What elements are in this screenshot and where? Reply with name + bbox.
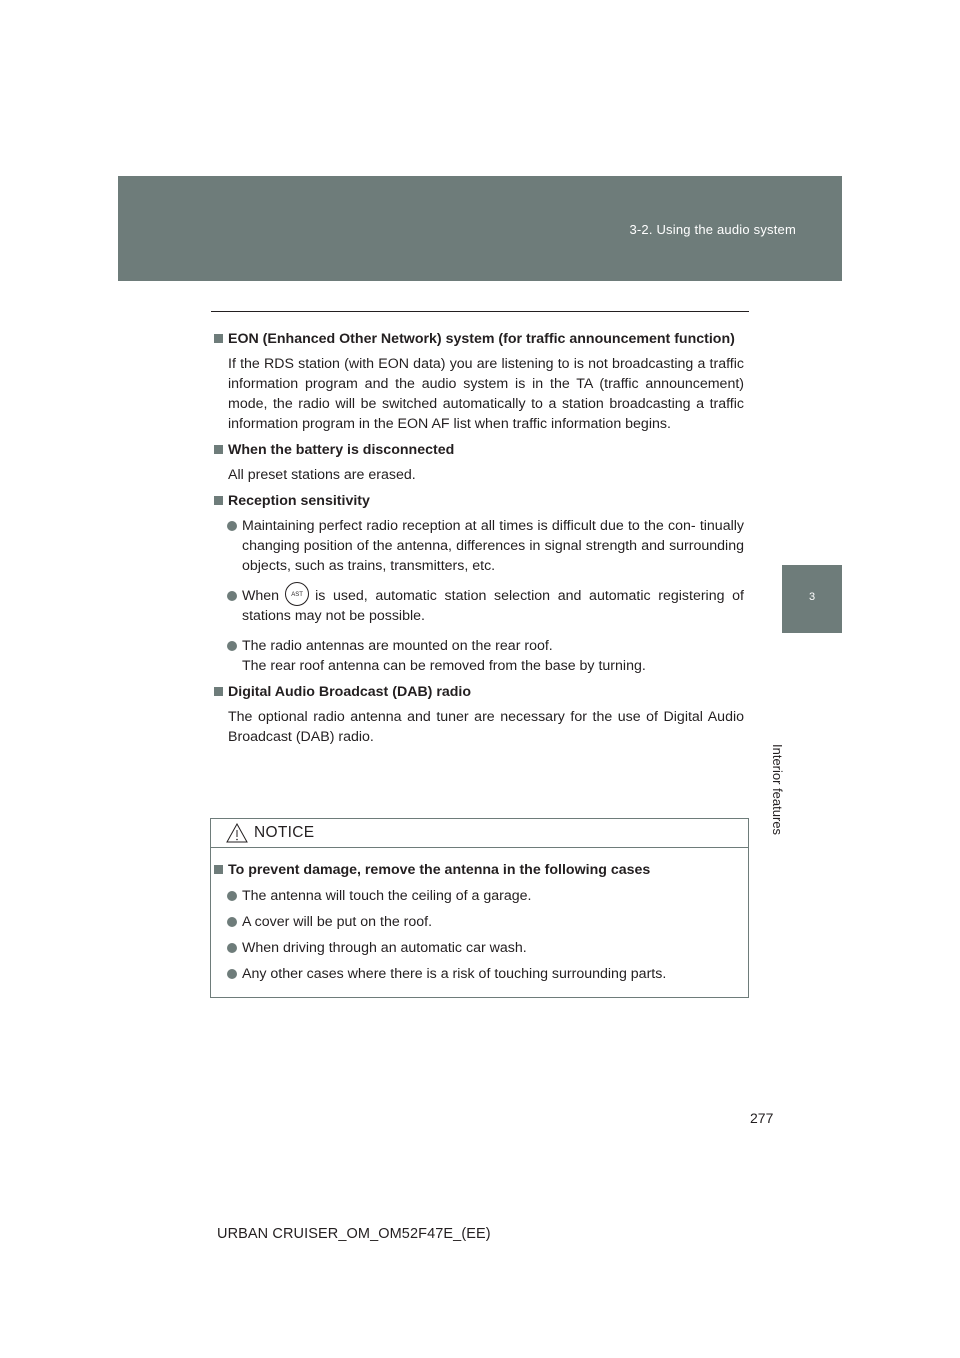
heading-text: Digital Audio Broadcast (DAB) radio [228,684,472,701]
chapter-label-text: Interior features [770,744,785,836]
chapter-label [770,646,803,836]
square-bullet-icon [214,496,223,505]
section-heading [214,491,744,511]
notice-heading [214,860,742,880]
list-item-text-after: is used, automatic station selection and automatic registering of stations may not be possible. [242,588,744,625]
paragraph: If the RDS station (with EON data) you are listening to is not broadcasting a traffic information program and the audio system is in the TA (traffic announcement) mode, the radio will be switched automatically to a station broadcasting a traffic information program in the EON AF list when traffic information begins. [228,356,744,432]
round-bullet-icon [227,891,237,901]
notice-body [214,860,742,984]
square-bullet-icon [214,445,223,454]
warning-triangle-icon [226,823,248,843]
section-battery [214,440,744,485]
list-item [214,586,744,626]
section-heading [214,682,744,702]
list-item-text-before: When [242,588,280,604]
section-eon [214,329,744,434]
top-rule [211,311,749,312]
heading-text: When the battery is disconnected [228,442,455,458]
list-item [214,912,742,932]
notice-header [211,819,748,848]
square-bullet-icon [214,865,223,874]
round-bullet-icon [227,521,237,531]
list-item-text: Any other cases where there is a risk of touching surrounding parts. [242,966,667,982]
page-number: 277 [750,1110,774,1126]
heading-text: EON (Enhanced Other Network) system (for traffic announcement function) [228,331,735,347]
list-item-text: The antenna will touch the ceiling of a garage. [242,888,532,904]
ast-button-icon: AST [285,582,309,606]
list-item [214,636,744,676]
list-item-text: Maintaining perfect radio reception at all times is difficult due to the con- tinually changing position of the antenna, differences in signal strength and surrounding objects, such as trains, transmitters, etc. [242,518,744,574]
round-bullet-icon [227,943,237,953]
section-heading [214,329,744,349]
list-item-line-2: The rear roof antenna can be removed from the base by turning. [242,658,646,675]
header-band [118,176,842,281]
round-bullet-icon [227,969,237,979]
list-item [214,964,742,984]
section-heading [214,440,744,460]
paragraph: All preset stations are erased. [228,467,416,483]
chapter-tab [782,565,842,633]
heading-text: To prevent damage, remove the antenna in the following cases [228,862,651,878]
section-title: 3-2. Using the audio system [629,222,796,237]
list-item-text: A cover will be put on the roof. [242,914,433,930]
list-item [214,886,742,906]
main-content [214,329,744,753]
list-item [214,938,742,958]
list-item [214,516,744,576]
round-bullet-icon [227,641,237,651]
list-item-text: When driving through an automatic car wash. [242,940,527,956]
document-code: URBAN CRUISER_OM_OM52F47E_(EE) [217,1226,491,1242]
notice-box [210,818,749,998]
square-bullet-icon [214,687,223,696]
square-bullet-icon [214,334,223,343]
heading-text: Reception sensitivity [228,493,370,509]
round-bullet-icon [227,591,237,601]
round-bullet-icon [227,917,237,927]
section-dab [214,682,744,747]
chapter-number: 3 [808,591,816,603]
notice-title: NOTICE [254,824,315,841]
section-reception [214,491,744,676]
list-item-line-1: The radio antennas are mounted on the rear roof. [242,638,553,655]
paragraph: The optional radio antenna and tuner are necessary for the use of Digital Audio Broadcast (DAB) radio. [228,709,744,746]
